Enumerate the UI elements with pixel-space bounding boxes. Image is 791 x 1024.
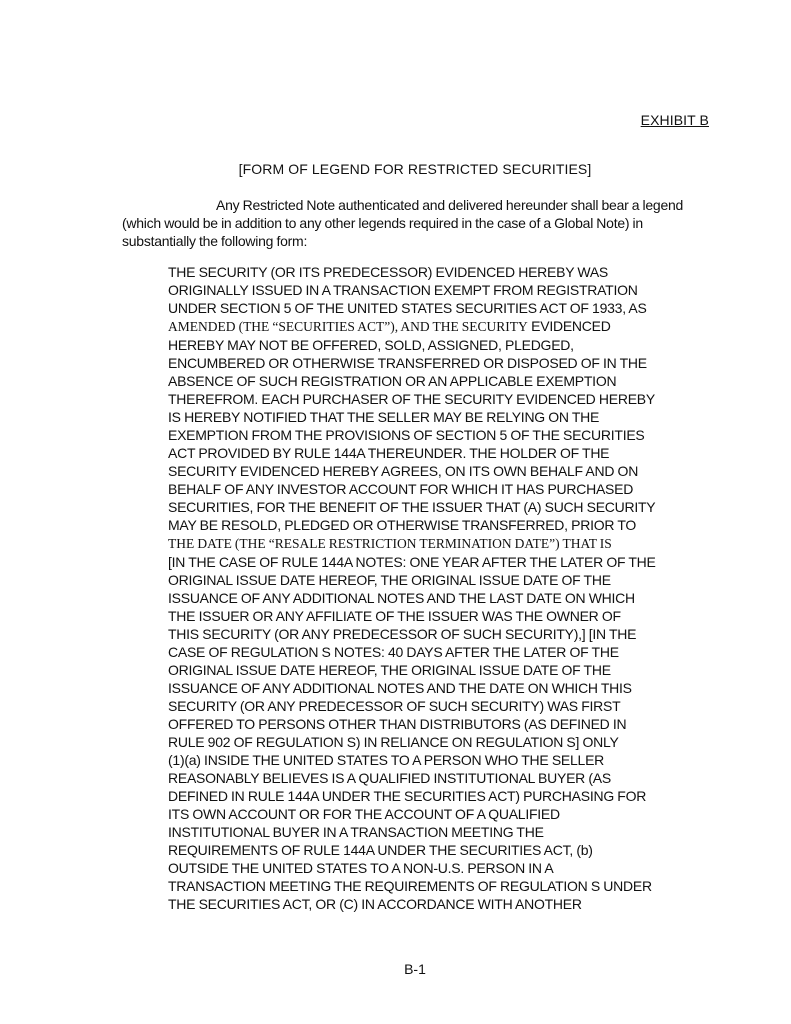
legend-line (168, 354, 728, 372)
legend-line (168, 317, 728, 336)
legend-line (168, 426, 728, 444)
legend-line (168, 462, 728, 480)
legend-line (168, 661, 728, 679)
legend-text: THE SECURITY (OR ITS PREDECESSOR) EVIDENCED HEREBY WAS (168, 264, 608, 280)
legend-line (168, 805, 728, 823)
form-title: [FORM OF LEGEND FOR RESTRICTED SECURITIES] (238, 161, 592, 177)
legend-line (168, 643, 728, 661)
legend-text: ORIGINALLY ISSUED IN A TRANSACTION EXEMPT FROM REGISTRATION (168, 282, 638, 298)
legend-text: ORIGINAL ISSUE DATE HEREOF, THE ORIGINAL ISSUE DATE OF THE (168, 662, 611, 678)
legend-text: SECURITIES, FOR THE BENEFIT OF THE ISSUER THAT (A) SUCH SECURITY (168, 499, 656, 515)
legend-line (168, 895, 728, 913)
legend-text: THEREFROM. EACH PURCHASER OF THE SECURITY EVIDENCED HEREBY (168, 391, 655, 407)
legend-text: THE ISSUER OR ANY AFFILIATE OF THE ISSUER WAS THE OWNER OF (168, 608, 621, 624)
legend-text: ABSENCE OF SUCH REGISTRATION OR AN APPLICABLE EXEMPTION (168, 373, 617, 389)
legend-text: ENCUMBERED OR OTHERWISE TRANSFERRED OR DISPOSED OF IN THE (168, 355, 647, 371)
legend-line (168, 733, 728, 751)
legend-text: SECURITY EVIDENCED HEREBY AGREES, ON ITS OWN BEHALF AND ON (168, 463, 639, 479)
legend-text: INSTITUTIONAL BUYER IN A TRANSACTION MEETING THE (168, 824, 544, 840)
legend-line (168, 571, 728, 589)
legend-text: REQUIREMENTS OF RULE 144A UNDER THE SECURITIES ACT, (b) (168, 842, 593, 858)
legend-line (168, 390, 728, 408)
legend-line (168, 607, 728, 625)
legend-text: UNDER SECTION 5 OF THE UNITED STATES SECURITIES ACT OF 1933, AS (168, 300, 647, 316)
legend-line (168, 336, 728, 354)
legend-text: (1)(a) INSIDE THE UNITED STATES TO A PERSON WHO THE SELLER (168, 752, 605, 768)
legend-text: MAY BE RESOLD, PLEDGED OR OTHERWISE TRANSFERRED, PRIOR TO (168, 517, 637, 533)
legend-line (168, 679, 728, 697)
legend-line (168, 751, 728, 769)
legend-line (168, 589, 728, 607)
legend-line (168, 877, 728, 895)
legend-line (168, 715, 728, 733)
legend-text: THIS SECURITY (OR ANY PREDECESSOR OF SUCH SECURITY),] [IN THE (168, 626, 637, 642)
legend-text: TRANSACTION MEETING THE REQUIREMENTS OF REGULATION S UNDER (168, 878, 652, 894)
page-number: B-1 (404, 961, 426, 977)
legend-text: ITS OWN ACCOUNT OR FOR THE ACCOUNT OF A QUALIFIED (168, 806, 560, 822)
legend-serif-text: AMENDED (THE “SECURITIES ACT”), AND THE SECURITY (168, 319, 528, 334)
legend-text: ISSUANCE OF ANY ADDITIONAL NOTES AND THE DATE ON WHICH THIS (168, 680, 632, 696)
legend-line (168, 498, 728, 516)
legend-serif-text: THE DATE (THE “RESALE RESTRICTION TERMINATION DATE”) THAT IS (168, 536, 612, 551)
legend-line (168, 444, 728, 462)
legend-line (168, 372, 728, 390)
legend-text: RULE 902 OF REGULATION S) IN RELIANCE ON REGULATION S] ONLY (168, 734, 619, 750)
legend-line (168, 625, 728, 643)
legend-text: ISSUANCE OF ANY ADDITIONAL NOTES AND THE LAST DATE ON WHICH (168, 590, 635, 606)
legend-line (168, 299, 728, 317)
legend-text: BEHALF OF ANY INVESTOR ACCOUNT FOR WHICH IT HAS PURCHASED (168, 481, 634, 497)
legend-block (168, 263, 728, 913)
legend-text: IS HEREBY NOTIFIED THAT THE SELLER MAY BE RELYING ON THE (168, 409, 600, 425)
legend-line (168, 787, 728, 805)
legend-line (168, 841, 728, 859)
legend-text: ACT PROVIDED BY RULE 144A THEREUNDER. THE HOLDER OF THE (168, 445, 610, 461)
legend-line (168, 408, 728, 426)
legend-text: THE SECURITIES ACT, OR (C) IN ACCORDANCE WITH ANOTHER (168, 896, 582, 912)
legend-line (168, 553, 728, 571)
legend-text: OFFERED TO PERSONS OTHER THAN DISTRIBUTORS (AS DEFINED IN (168, 716, 627, 732)
legend-line (168, 281, 728, 299)
legend-line (168, 263, 728, 281)
legend-line (168, 516, 728, 534)
legend-line (168, 697, 728, 715)
legend-text: [IN THE CASE OF RULE 144A NOTES: ONE YEAR AFTER THE LATER OF THE (168, 554, 656, 570)
legend-text: HEREBY MAY NOT BE OFFERED, SOLD, ASSIGNED, PLEDGED, (168, 337, 574, 353)
legend-line (168, 480, 728, 498)
intro-paragraph (122, 196, 712, 250)
legend-line (168, 534, 728, 553)
legend-text: DEFINED IN RULE 144A UNDER THE SECURITIES ACT) PURCHASING FOR (168, 788, 647, 804)
legend-line (168, 769, 728, 787)
legend-text: CASE OF REGULATION S NOTES: 40 DAYS AFTER THE LATER OF THE (168, 644, 619, 660)
legend-text: EVIDENCED (527, 318, 611, 334)
intro-text: Any Restricted Note authenticated and delivered hereunder shall bear a legend (which would be in addition to any other legends required in the case of a Global Note) in substantially the following form: (122, 197, 684, 249)
legend-text: ORIGINAL ISSUE DATE HEREOF, THE ORIGINAL ISSUE DATE OF THE (168, 572, 611, 588)
legend-text: REASONABLY BELIEVES IS A QUALIFIED INSTITUTIONAL BUYER (AS (168, 770, 611, 786)
legend-text: EXEMPTION FROM THE PROVISIONS OF SECTION 5 OF THE SECURITIES (168, 427, 645, 443)
legend-line (168, 859, 728, 877)
exhibit-label: EXHIBIT B (640, 112, 709, 128)
legend-line (168, 823, 728, 841)
legend-text: OUTSIDE THE UNITED STATES TO A NON-U.S. PERSON IN A (168, 860, 554, 876)
legend-text: SECURITY (OR ANY PREDECESSOR OF SUCH SECURITY) WAS FIRST (168, 698, 621, 714)
